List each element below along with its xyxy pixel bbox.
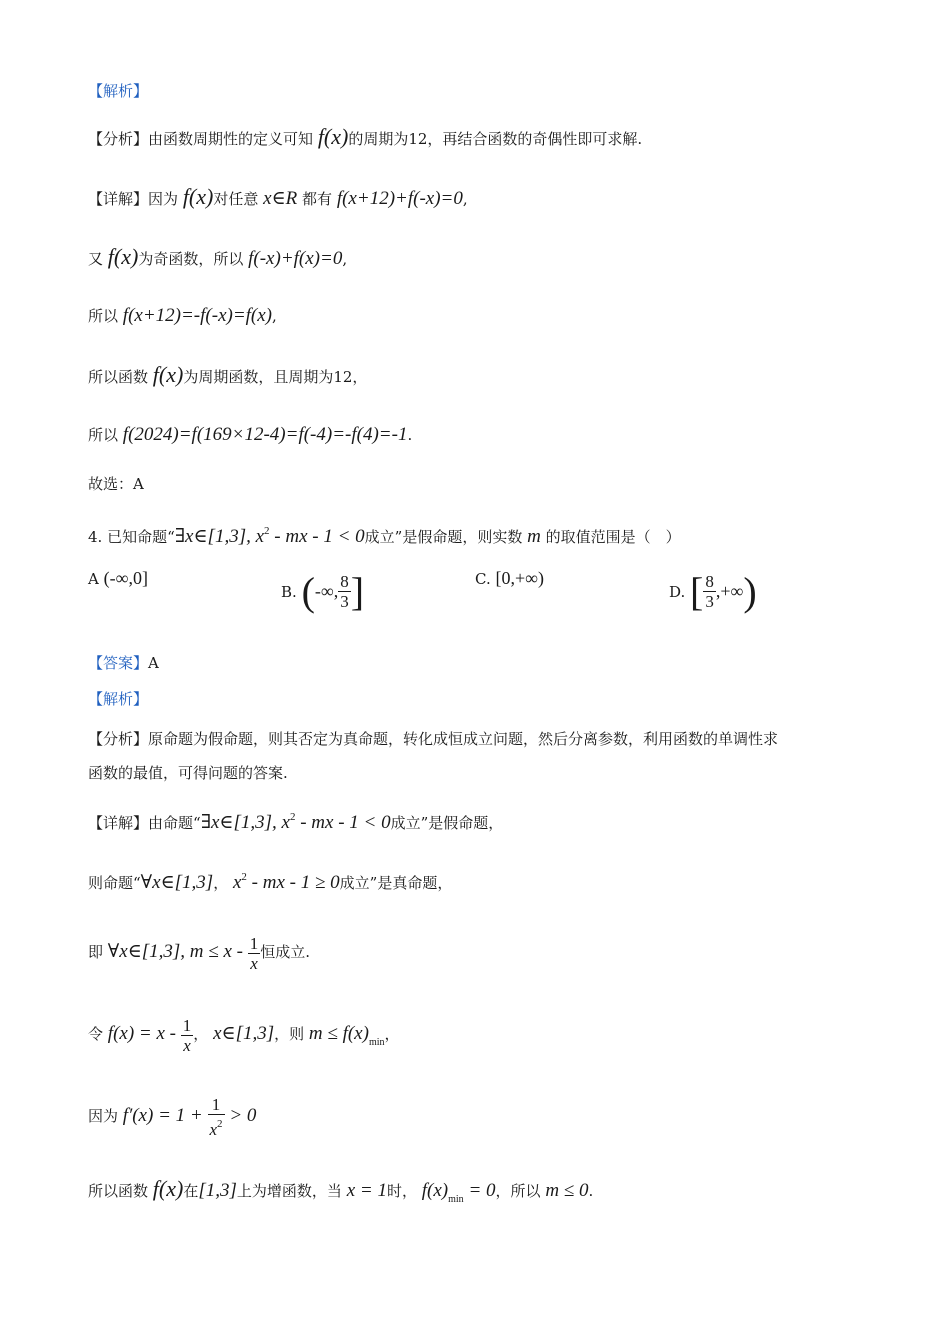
option-c[interactable] <box>475 568 544 589</box>
text: 所以函数 <box>88 368 149 386</box>
option-label: D. <box>669 582 686 601</box>
math-interval: [1,3] <box>198 1180 237 1201</box>
comma: , <box>272 307 277 325</box>
math-fx: f(x) <box>152 1176 184 1201</box>
detail-line-1 <box>88 186 468 210</box>
math-eq4: f(2024)=f(169×12-4)=f(-4)=-f(4)=-1 <box>122 424 408 445</box>
option-value: -∞, <box>314 581 339 601</box>
text: ，则 <box>274 1025 305 1043</box>
text: 由函数周期性的定义可知 <box>148 130 314 148</box>
analysis-tag-2: 【解析】 <box>88 690 149 708</box>
answer-choice-line: 故选：A <box>88 475 144 493</box>
math-x-in-r: x∈R <box>263 188 298 209</box>
analysis-2 <box>88 722 868 790</box>
math-eq3: f(x+12)=-f(-x)=f(x) <box>122 305 273 326</box>
detail-2-line-3: 即 ∀x∈[1,3], m ≤ x - $\frac{1}{x}$ 恒成立. <box>88 933 311 973</box>
math-exist: ∃x∈[1,3], $x^2$ - mx - 1 < 0 <box>174 525 365 547</box>
analysis-label: 【分析】 <box>88 730 149 748</box>
comma: , <box>342 250 348 268</box>
math-gt0: > 0 <box>229 1105 257 1126</box>
text: ， <box>213 874 229 892</box>
text: . <box>588 1182 594 1200</box>
question-text: 4. 已知命题“ <box>88 528 175 546</box>
answer-line <box>88 652 159 674</box>
comma: , <box>462 190 468 208</box>
text: ， <box>384 1025 400 1043</box>
math-neg: $x^2$ - mx - 1 ≥ 0 <box>232 871 340 893</box>
option-value: (-∞,0] <box>103 568 148 588</box>
math-fx: f(x) <box>182 184 214 209</box>
text: 对任意 <box>213 190 259 208</box>
analysis-line <box>88 126 642 150</box>
math-deriv: f′(x) = 1 + <box>122 1105 203 1126</box>
detail-label: 【详解】 <box>88 814 149 832</box>
text: 令 <box>88 1025 104 1043</box>
math-eq2: f(-x)+f(x)=0 <box>248 248 343 269</box>
text: 都有 <box>302 190 333 208</box>
math-fx: f(x) <box>152 362 184 387</box>
option-a[interactable] <box>88 568 148 589</box>
analysis-tag: 【解析】 <box>88 82 149 100</box>
detail-line-3 <box>88 305 277 327</box>
text: 为奇函数，所以 <box>138 250 244 268</box>
option-value: ,+∞ <box>715 581 744 601</box>
detail-line-5 <box>88 424 412 446</box>
math-ling: f(x) = x - <box>107 1023 176 1044</box>
math-m-le-0: m ≤ 0 <box>545 1180 589 1201</box>
text: 在 <box>183 1182 199 1200</box>
math-ji: ∀x∈[1,3], m ≤ x - <box>107 941 243 962</box>
detail-line-2 <box>88 246 347 270</box>
detail-2-line-5: 因为 f′(x) = 1 + $\frac{1}{x^2}$ > 0 <box>88 1095 257 1139</box>
question-text: 成立”是假命题，则实数 <box>364 528 523 546</box>
text: 所以函数 <box>88 1182 149 1200</box>
text: 为周期函数，且周期为12， <box>183 368 368 386</box>
math-forall: ∀x∈[1,3] <box>140 872 214 893</box>
math-x-eq-1: x = 1 <box>346 1180 387 1201</box>
answer-value: A <box>148 654 159 672</box>
math-eq1: f(x+12)+f(-x)=0 <box>336 188 463 209</box>
detail-line-4 <box>88 364 367 388</box>
text: 又 <box>88 250 104 268</box>
option-label: A <box>88 569 99 588</box>
analysis-label: 【分析】 <box>88 130 149 148</box>
text: 则命题“ <box>88 874 141 892</box>
detail-label: 【详解】 <box>88 190 149 208</box>
option-label: C. <box>475 569 491 588</box>
detail-2-line-1 <box>88 806 503 834</box>
detail-2-line-4: 令 f(x) = x - $\frac{1}{x}$ ， x∈[1,3]，则 $m \le f(x)_{min}$， <box>88 1015 400 1055</box>
detail-2-line-6 <box>88 1178 593 1211</box>
detail-2-line-2 <box>88 866 452 894</box>
question-4 <box>88 520 681 548</box>
text: 因为 <box>148 190 179 208</box>
option-d[interactable]: D. [ $\frac{8}{3}$ ,+∞) <box>669 569 757 614</box>
text: 即 <box>88 943 104 961</box>
text: ， <box>193 1025 209 1043</box>
text: 的周期为12，再结合函数的奇偶性即可求解. <box>348 130 643 148</box>
option-value: [0,+∞) <box>495 568 544 588</box>
math-m-le-fmin: $m \le f(x)_{min}$ <box>308 1023 385 1048</box>
text: ，所以 <box>495 1182 541 1200</box>
text: 因为 <box>88 1107 119 1125</box>
text: 上为增函数，当 <box>236 1182 342 1200</box>
question-text: 的取值范围是（ ） <box>545 528 681 546</box>
math-exist: ∃x∈[1,3], $x^2$ - mx - 1 < 0 <box>200 811 391 833</box>
text: 所以 <box>88 426 119 444</box>
text: 成立”是假命题， <box>390 814 504 832</box>
text: 原命题为假命题，则其否定为真命题，转化成恒成立问题，然后分离参数，利用函数的单调性求 <box>148 730 779 748</box>
answer-tag: 【答案】 <box>88 654 149 672</box>
text: 时， <box>386 1182 417 1200</box>
text: 成立”是真命题， <box>339 874 453 892</box>
text: 函数的最值，可得问题的答案. <box>88 764 288 782</box>
option-label: B. <box>281 582 297 601</box>
period: . <box>407 426 413 444</box>
math-m: m <box>527 526 541 547</box>
option-b[interactable]: B. (-∞, $\frac{8}{3}$ ] <box>281 569 365 614</box>
text: 所以 <box>88 307 119 325</box>
math-fmin: $f(x)_{min} = 0$ <box>421 1180 496 1205</box>
text: 恒成立. <box>260 943 311 961</box>
text: 由命题“ <box>148 814 201 832</box>
math-fx: f(x) <box>107 244 139 269</box>
math-fx: f(x) <box>317 124 349 149</box>
math-x-in-13: x∈[1,3] <box>213 1023 275 1044</box>
